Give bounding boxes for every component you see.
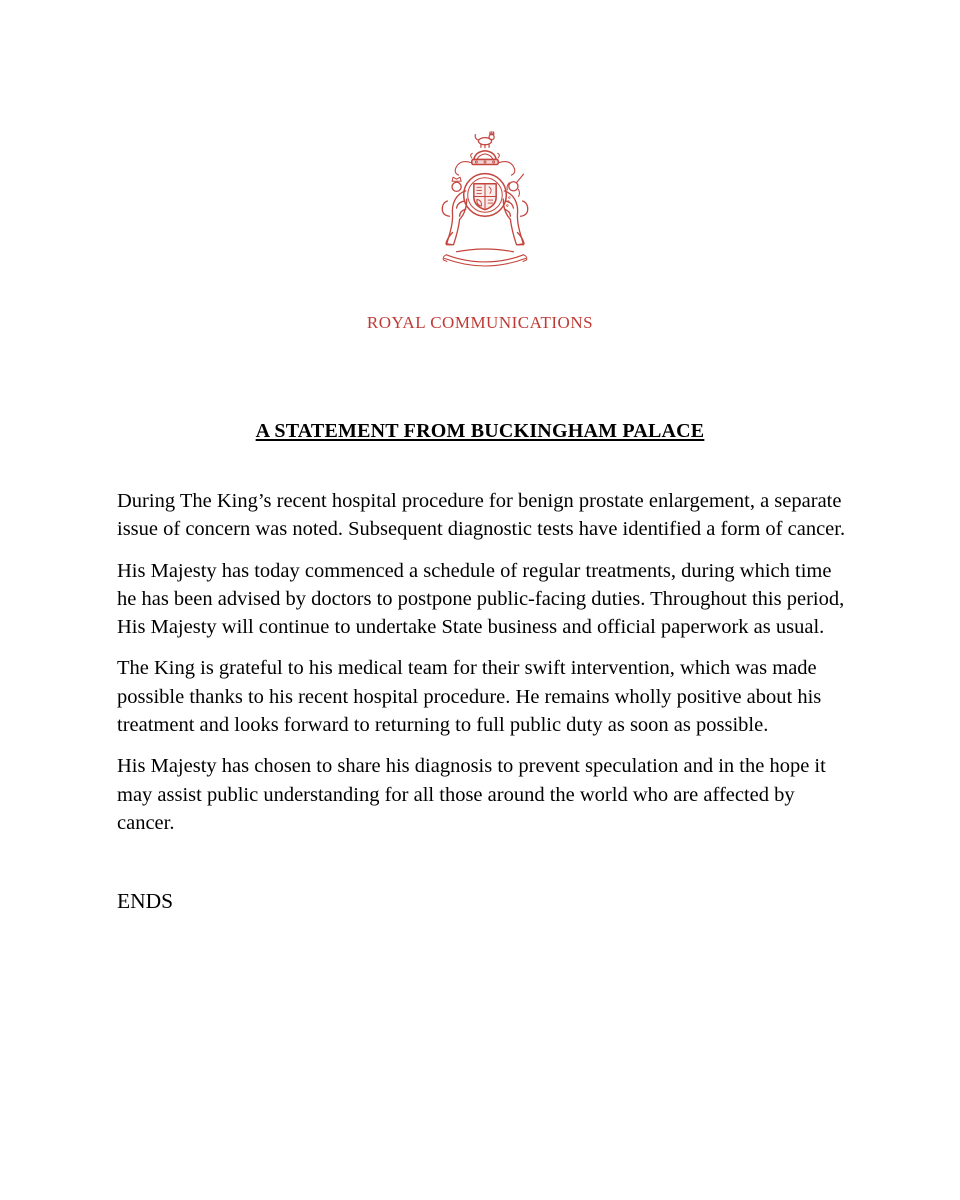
garter-shield	[464, 174, 507, 217]
statement-paragraph-2: His Majesty has today commenced a schedule of regular treatments, during which time he has been advised by doctors to postpone public-facing duties. Throughout this period, His Majesty will continue to undertake State business and official paperwork as usual.	[117, 559, 845, 639]
royal-coat-of-arms-icon	[424, 130, 546, 267]
lion-supporter	[442, 177, 466, 244]
unicorn-supporter	[503, 174, 527, 245]
crown	[471, 151, 500, 165]
statement-paragraph-3: The King is grateful to his medical team for their swift intervention, which was made possible thanks to his recent hospital procedure. He remains wholly positive about his treatment and looks forward to returning to full public duty as soon as possible.	[117, 657, 822, 737]
statement-paragraph-4: His Majesty has chosen to share his diagnosis to prevent speculation and in the hope it may assist public understanding for all those around the world who are affected by cancer.	[117, 755, 826, 834]
org-title: ROYAL COMMUNICATIONS	[366, 313, 594, 332]
ends-label: ENDS	[117, 889, 174, 914]
statement-paragraph-1: During The King’s recent hospital procedure for benign prostate enlargement, a separate issue of concern was noted. Subsequent diagnostic tests have identified a form of cancer.	[117, 490, 846, 541]
motto-ribbon	[443, 249, 527, 266]
crest-lion	[475, 132, 494, 148]
statement-body	[0, 487, 960, 916]
royal-crest	[0, 0, 960, 272]
statement-title: A STATEMENT FROM BUCKINGHAM PALACE	[255, 420, 705, 442]
